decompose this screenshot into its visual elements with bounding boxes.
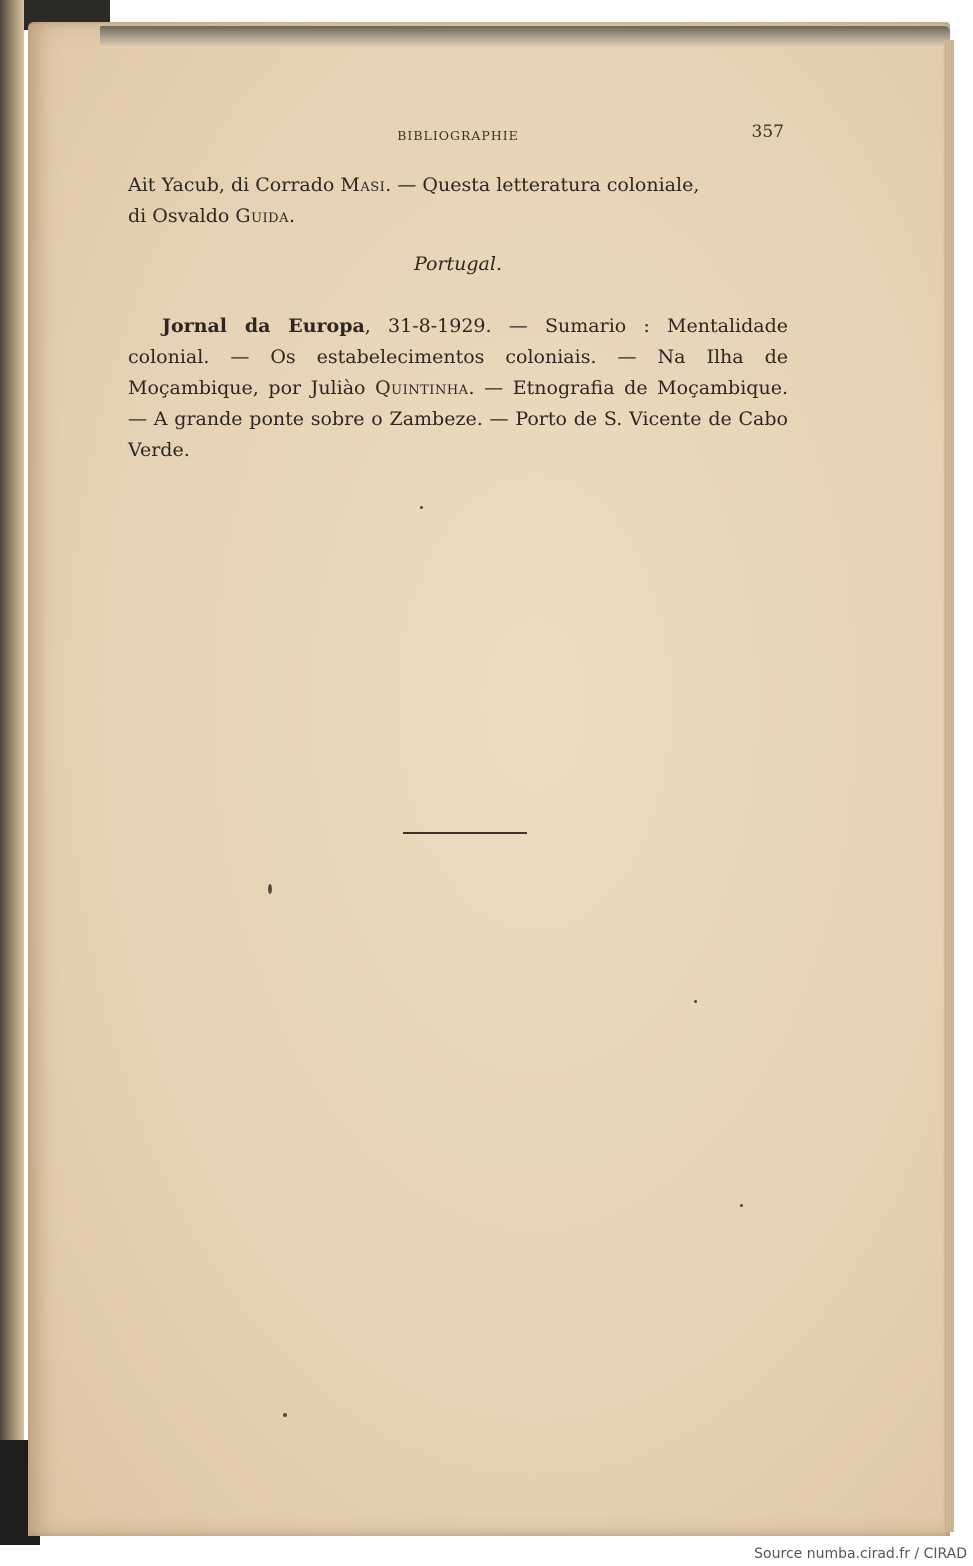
running-title: BIBLIOGRAPHIE — [397, 128, 519, 143]
page-stack-edge — [944, 40, 954, 1532]
paper-speck — [268, 884, 272, 894]
paper-speck — [283, 1413, 287, 1417]
section-heading-portugal: Portugal. — [413, 253, 502, 275]
paragraph-italian-entries — [128, 170, 788, 232]
journal-title: Jornal da Europa — [162, 315, 365, 337]
paper-speck — [420, 506, 423, 509]
journal-contents: , 31-8-1929. — Sumario : Mentalidade colonial. — Os estabelecimentos coloniais. — Na Ilha de Moçambique, por Juliào — [128, 315, 789, 399]
running-head — [128, 122, 788, 148]
book-page — [28, 22, 950, 1536]
page-number: 357 — [751, 122, 784, 142]
paper-speck — [740, 1204, 743, 1207]
source-credit: Source numba.cirad.fr / CIRAD — [754, 1546, 967, 1562]
paper-speck — [694, 1000, 697, 1003]
para1-line1-end: . — Questa letteratura coloniale, — [385, 174, 700, 196]
page-top-edge — [100, 26, 950, 48]
paragraph-jornal-da-europa — [128, 311, 788, 466]
journal-contents-rest: . — Etnografia de Moçambique. — A grande ponte sobre o Zambeze. — Porto de S. Vicente de Cabo Verde. — [128, 377, 788, 461]
author-quintinha: Quintinha — [375, 377, 469, 399]
author-masi: Masi — [340, 174, 386, 196]
para1-line2-end: . — [288, 205, 296, 227]
para1-line1-start: Ait Yacub, di Corrado — [128, 174, 341, 196]
end-rule — [403, 832, 527, 834]
para1-line2-start: di Osvaldo — [128, 205, 236, 227]
author-guida: Guida — [235, 205, 289, 227]
binding-spine-left — [0, 0, 24, 1545]
